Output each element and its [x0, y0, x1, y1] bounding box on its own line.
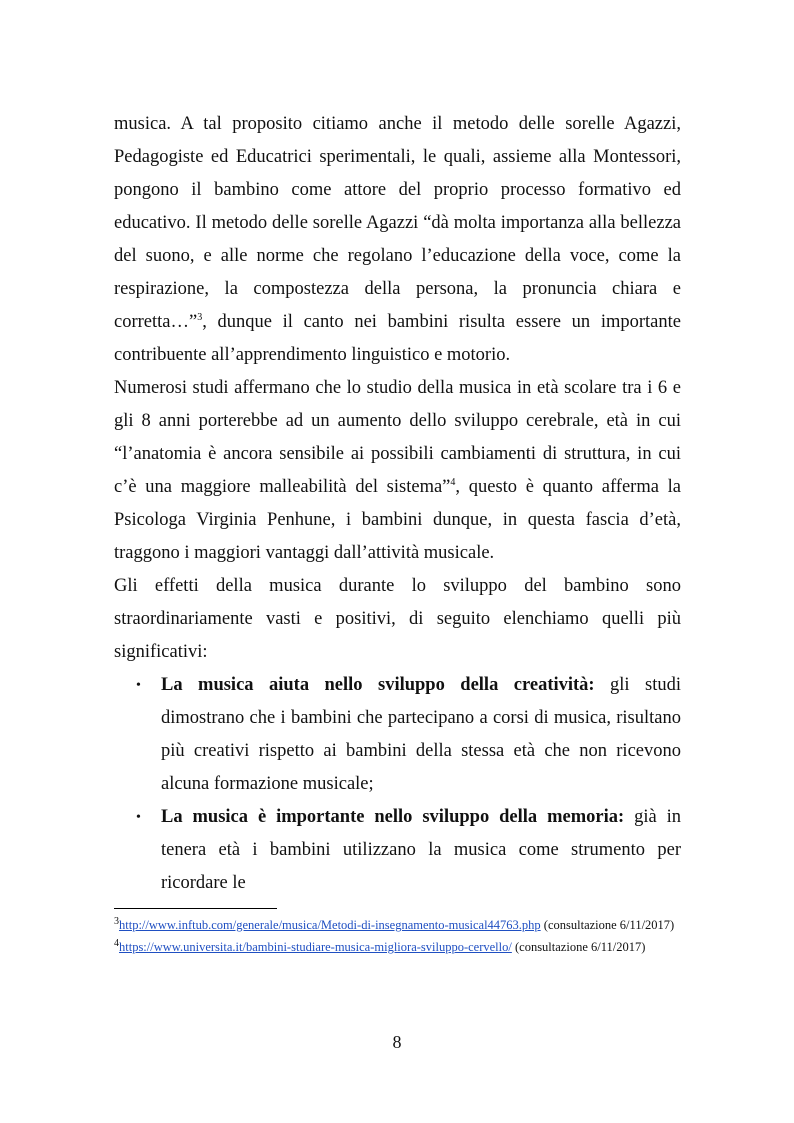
footnote-4: [114, 936, 681, 958]
list-item: [114, 801, 681, 900]
footnote-note: (consultazione 6/11/2017): [540, 918, 675, 932]
footnotes: [114, 908, 681, 958]
list-item: [114, 669, 681, 801]
list-item-heading: La musica aiuta nello sviluppo della creatività:: [161, 675, 595, 695]
paragraph-effetti: Gli effetti della musica durante lo sviluppo del bambino sono straordinariamente vasti e positivi, di seguito elenchiamo quelli più significativi:: [114, 576, 681, 662]
list-item-text: gli studi dimostrano che i bambini che partecipano a corsi di musica, risultano più creativi rispetto ai bambini della stessa età che non ricevono alcuna formazione musicale;: [161, 675, 681, 794]
effects-list: [114, 669, 681, 900]
footnote-ref-4[interactable]: 4: [450, 476, 456, 488]
footnote-ref-3[interactable]: 3: [197, 311, 203, 323]
footnote-divider: [114, 908, 277, 909]
paragraph-agazzi: musica. A tal proposito citiamo anche il metodo delle sorelle Agazzi, Pedagogiste ed Educatrici sperimentali, le quali, assieme alla Montessori, pongono il bambino come attore del proprio processo formativo ed educativo. Il metodo delle sorelle Agazzi “dà molta importanza alla bellezza del suono, e alle norme che regolano l’educazione della voce, come la respirazione, la compostezza della persona, la pronuncia chiara e corretta…”$^3$, dunque il canto nei bambini risulta essere un importante contribuente all’apprendimento linguistico e motorio.: [114, 114, 681, 365]
footnote-number: 4: [114, 937, 119, 949]
footnote-number: 3: [114, 915, 119, 927]
paragraph-studi: Numerosi studi affermano che lo studio della musica in età scolare tra i 6 e gli 8 anni porterebbe ad un aumento dello sviluppo cerebrale, età in cui “l’anatomia è ancora sensibile ai possibili cambiamenti di struttura, in cui c’è una maggiore malleabilità del sistema”$^4$, questo è quanto afferma la Psicologa Virginia Penhune, i bambini dunque, in questa fascia d’età, traggono i maggiori vantaggi dall’attività musicale.: [114, 378, 681, 563]
page-number: 8: [392, 1032, 402, 1052]
footnote-link[interactable]: http://www.inftub.com/generale/musica/Metodi-di-insegnamento-musical44763.php: [119, 918, 541, 932]
footnote-link[interactable]: https://www.universita.it/bambini-studiare-musica-migliora-sviluppo-cervello/: [119, 940, 512, 954]
main-text: [114, 108, 681, 900]
list-item-heading: La musica è importante nello sviluppo della memoria:: [161, 807, 625, 827]
bullet-icon: •: [136, 678, 141, 693]
footnote-note: (consultazione 6/11/2017): [511, 940, 646, 954]
bullet-icon: •: [136, 810, 141, 825]
list-item-text: già in tenera età i bambini utilizzano la musica come strumento per ricordare le: [161, 807, 681, 893]
footnote-3: [114, 914, 681, 936]
